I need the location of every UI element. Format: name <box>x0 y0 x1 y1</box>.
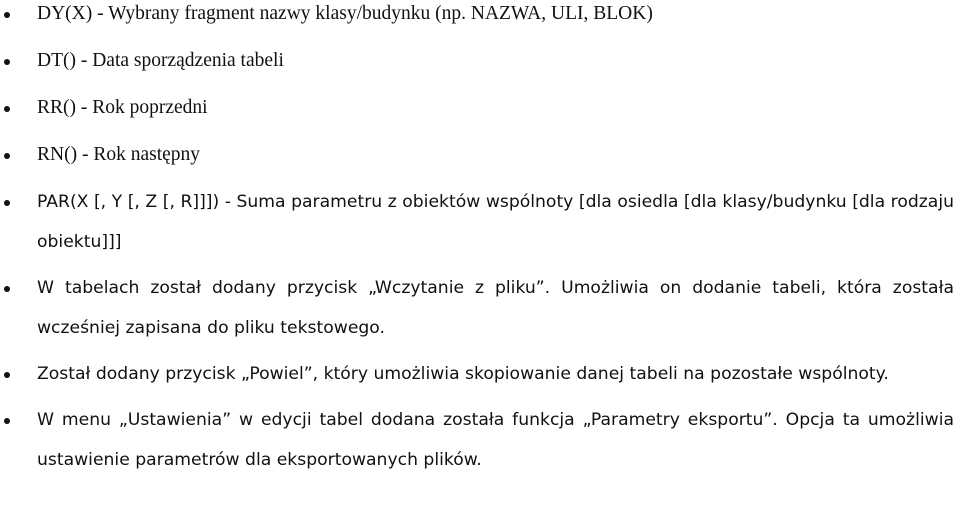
bullet-icon <box>4 12 10 18</box>
list-item <box>0 354 960 394</box>
bullet-icon <box>4 418 10 424</box>
bullet-icon <box>4 286 10 292</box>
list-item-text: DT() - Data sporządzenia tabeli <box>37 50 284 71</box>
list-item-text: Został dodany przycisk „Powiel”, który umożliwia skopiowanie danej tabeli na pozostałe wspólnoty. <box>37 364 889 384</box>
list-item-text: W tabelach został dodany przycisk „Wczytanie z pliku”. Umożliwia on dodanie tabeli, która została wcześniej zapisana do pliku tekstowego. <box>37 278 954 338</box>
list-item <box>0 268 960 348</box>
list-item-text: DY(X) - Wybrany fragment nazwy klasy/budynku (np. NAZWA, ULI, BLOK) <box>37 3 653 24</box>
list-item <box>0 135 960 175</box>
list-item <box>0 41 960 81</box>
bullet-icon <box>4 106 10 112</box>
list-item <box>0 400 960 480</box>
list-item-text: PAR(X [, Y [, Z [, R]]]) - Suma parametru z obiektów wspólnoty [dla osiedla [dla klasy/budynku [dla rodzaju obiektu]]] <box>37 192 954 252</box>
list-item <box>0 0 960 34</box>
list-item-text: RR() - Rok poprzedni <box>37 97 208 118</box>
bullet-icon <box>4 200 10 206</box>
list-item-text: RN() - Rok następny <box>37 144 201 165</box>
list-item <box>0 182 960 262</box>
bullet-icon <box>4 59 10 65</box>
bullet-icon <box>4 153 10 159</box>
list-item <box>0 88 960 128</box>
list-item-text: W menu „Ustawienia” w edycji tabel dodana została funkcja „Parametry eksportu”. Opcja ta umożliwia ustawienie parametrów dla eksportowanych plików. <box>37 410 954 470</box>
bullet-icon <box>4 372 10 378</box>
